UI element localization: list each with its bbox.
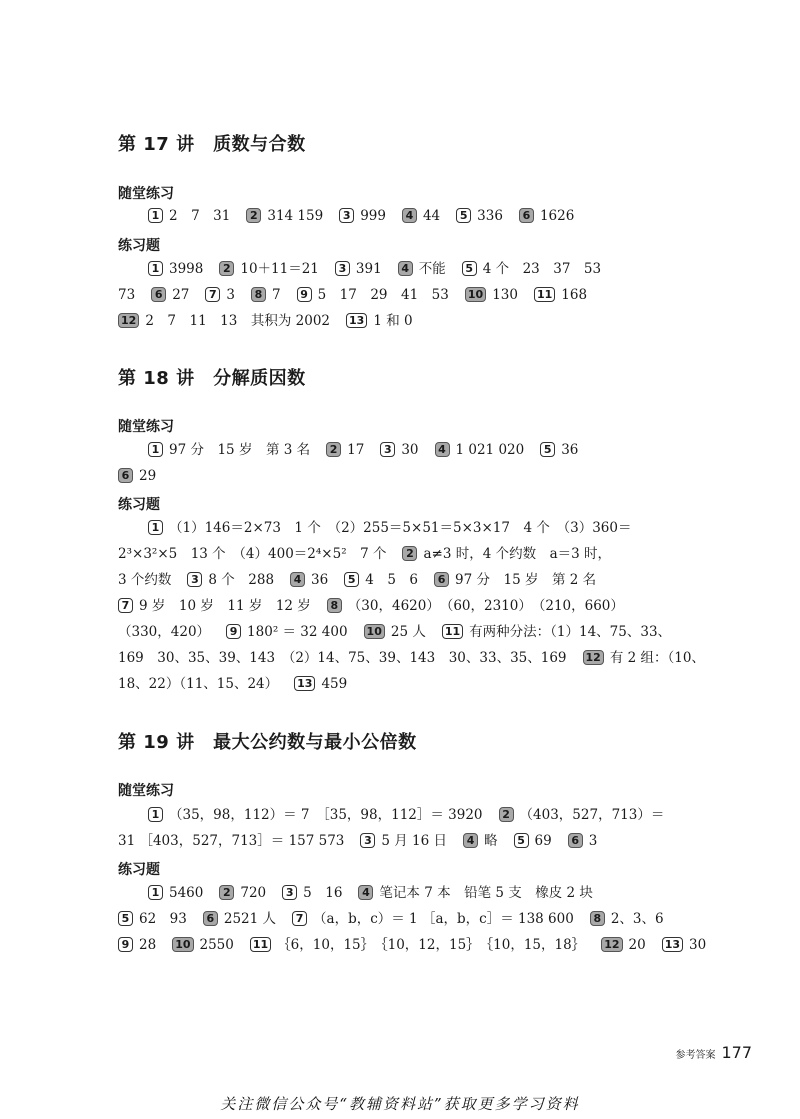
circled-number: 4 <box>435 442 450 457</box>
circled-number: 1 <box>148 520 163 535</box>
answer-text: 1626 <box>539 208 575 224</box>
circled-number: 1 <box>148 807 163 822</box>
circled-number: 5 <box>540 442 555 457</box>
circled-number: 9 <box>297 287 312 302</box>
circled-number: 1 <box>148 885 163 900</box>
circled-number: 13 <box>294 676 315 691</box>
answer-text: 4 5 6 <box>365 572 419 588</box>
circled-number: 4 <box>290 572 305 587</box>
l18-line6 <box>118 648 721 668</box>
circled-number: 11 <box>534 287 555 302</box>
circled-number: 9 <box>118 937 133 952</box>
circled-number: 2 <box>499 807 514 822</box>
answer-text: 1 和 0 <box>373 313 413 329</box>
answer-text: 314 159 <box>267 208 324 224</box>
circled-number: 3 <box>335 261 350 276</box>
l18-row2 <box>118 466 172 486</box>
answer-text: 有两种分法：（1）14、75、33、 <box>469 624 672 640</box>
page-number: 177 <box>721 1043 752 1062</box>
l18-line1-text: （1）146＝2×73 1 个 （2）255＝5×51＝5×3×17 4 个 （3）360＝ <box>169 520 632 536</box>
answer-text: 25 人 <box>390 624 426 640</box>
answer-text: 5460 <box>169 885 204 901</box>
circled-number: 8 <box>327 598 342 613</box>
l19-row2 <box>118 831 613 851</box>
circled-number: 4 <box>358 885 373 900</box>
circled-number: 9 <box>226 624 241 639</box>
l18-line5-text: （330，420） <box>118 624 211 640</box>
answer-text: 30 <box>689 937 707 953</box>
l18-line1 <box>148 518 631 538</box>
answer-text: 笔记本 7 本 铅笔 5 支 橡皮 2 块 <box>379 885 593 901</box>
circled-number: 10 <box>465 287 486 302</box>
circled-number: 7 <box>118 598 133 613</box>
circled-number: 1 <box>148 261 163 276</box>
l17-row3 <box>118 285 603 305</box>
circled-number: 5 <box>456 208 471 223</box>
answer-text: 27 <box>172 287 190 303</box>
answer-text: 62 93 <box>139 911 187 927</box>
circled-number: 12 <box>601 937 622 952</box>
answer-text: 有 2 组：（10、 <box>609 650 705 666</box>
circled-number: 3 <box>282 885 297 900</box>
circled-number: 5 <box>118 911 133 926</box>
circled-number: 2 <box>246 208 261 223</box>
answer-text: 130 <box>492 287 518 303</box>
answer-text: 69 <box>534 833 552 849</box>
answer-text: 168 <box>561 287 588 303</box>
lecture-19-title: 第 19 讲 最大公约数与最小公倍数 <box>118 732 417 753</box>
l18-line4 <box>118 596 640 616</box>
lecture-18-title: 第 18 讲 分解质因数 <box>118 368 306 389</box>
answer-text: 3 <box>588 833 598 849</box>
watermark: 关注微信公众号“教辅资料站”获取更多学习资料 <box>220 1095 580 1113</box>
answer-text: 180² ＝ 32 400 <box>247 624 348 640</box>
circled-number: 6 <box>519 208 534 223</box>
circled-number: 2 <box>402 546 417 561</box>
answer-text: （403，527，713）＝ <box>519 807 665 823</box>
answer-text: 97 分 15 岁 第 3 名 <box>169 442 311 458</box>
circled-number: 2 <box>326 442 341 457</box>
circled-number: 4 <box>398 261 413 276</box>
circled-number: 4 <box>463 833 478 848</box>
l19-exercise-heading: 练习题 <box>118 862 160 878</box>
l19-practice-heading: 随堂练习 <box>118 783 174 799</box>
circled-number: 3 <box>187 572 202 587</box>
answer-text: 2 7 11 13 其积为 2002 <box>145 313 330 329</box>
l18-line7-text: 18、22）（11、15、24） <box>118 676 279 692</box>
circled-number: 3 <box>339 208 354 223</box>
circled-number: 3 <box>360 833 375 848</box>
circled-number: 2 <box>219 261 234 276</box>
circled-number: 2 <box>219 885 234 900</box>
answer-text: 28 <box>139 937 157 953</box>
answer-text: 3998 <box>169 261 204 277</box>
l19-row4 <box>118 909 680 929</box>
answer-text: 5 月 16 日 <box>381 833 448 849</box>
circled-number: 6 <box>434 572 449 587</box>
answer-text: 391 <box>355 261 382 277</box>
answer-text: 97 分 15 岁 第 2 名 <box>455 572 597 588</box>
circled-number: 1 <box>148 208 163 223</box>
l18-line2-answer: a≠3 时，4 个约数 a＝3 时， <box>423 546 612 562</box>
l17-exercise-heading: 练习题 <box>118 238 160 254</box>
answer-text: 36 <box>561 442 579 458</box>
l18-line3 <box>118 570 612 590</box>
circled-number: 13 <box>346 313 367 328</box>
answer-text: 30 <box>401 442 419 458</box>
answer-text: 7 <box>271 287 281 303</box>
l18-line5 <box>118 622 687 642</box>
circled-number: 7 <box>292 911 307 926</box>
answer-text: 44 <box>422 208 441 224</box>
answer-text: 2 7 31 <box>169 208 231 224</box>
answer-text: 9 岁 10 岁 11 岁 12 岁 <box>139 598 311 614</box>
answer-text: 2521 人 <box>223 911 277 927</box>
answer-text: 2550 <box>199 937 234 953</box>
answer-text: 1 021 020 <box>455 442 525 458</box>
answer-text: 720 <box>240 885 267 901</box>
l18-line2-text: 2³×3²×5 13 个 （4）400＝2⁴×5² 7 个 <box>118 546 387 562</box>
l18-exercise-heading: 练习题 <box>118 497 160 513</box>
answer-text: 5 17 29 41 53 <box>317 287 449 303</box>
answer-text: 17 <box>347 442 365 458</box>
circled-number: 4 <box>402 208 417 223</box>
l19-row5 <box>118 935 722 955</box>
answer-text: 459 <box>321 676 348 692</box>
answer-text: 4 个 23 37 53 <box>482 261 602 277</box>
circled-number: 5 <box>514 833 529 848</box>
l17-row2 <box>148 259 617 279</box>
circled-number: 8 <box>251 287 266 302</box>
answer-text: 20 <box>628 937 646 953</box>
circled-number: 8 <box>590 911 605 926</box>
circled-number: 6 <box>151 287 166 302</box>
answer-text: 999 <box>360 208 386 224</box>
answer-text: 2、3、6 <box>610 911 664 927</box>
circled-number: 3 <box>380 442 395 457</box>
circled-number: 11 <box>250 937 271 952</box>
answer-text: 10＋11＝21 <box>240 261 319 277</box>
l17-row4 <box>118 311 429 331</box>
answer-text: 略 <box>484 833 498 849</box>
circled-number: 13 <box>662 937 683 952</box>
l17-practice-heading: 随堂练习 <box>118 186 174 202</box>
l19-row3 <box>148 883 609 903</box>
l18-row1 <box>148 440 594 460</box>
l18-line2 <box>118 544 611 564</box>
circled-number: 10 <box>364 624 385 639</box>
l18-line7 <box>118 674 363 694</box>
circled-number: 12 <box>118 313 139 328</box>
circled-number: 6 <box>203 911 218 926</box>
page-footer <box>675 1043 752 1062</box>
l18-practice-heading: 随堂练习 <box>118 419 174 435</box>
answer-text: （35，98，112）＝ 7 ［35，98，112］＝ 3920 <box>169 807 483 823</box>
l18-line6-text: 169 30、35、39、143 （2）14、75、39、143 30、33、35、169 <box>118 650 567 666</box>
circled-number: 7 <box>205 287 220 302</box>
answer-text: 29 <box>139 468 157 484</box>
answer-text: 3 <box>226 287 235 303</box>
circled-number: 6 <box>118 468 133 483</box>
l17-row3-prefix: 73 <box>118 287 136 303</box>
answer-text: 不能 <box>418 261 446 277</box>
l18-line3-text: 3 个约数 <box>118 572 172 588</box>
circled-number: 11 <box>442 624 463 639</box>
answer-text: 5 16 <box>303 885 343 901</box>
circled-number: 5 <box>344 572 359 587</box>
l19-row2-text: 31 ［403，527，713］＝ 157 573 <box>118 833 345 849</box>
circled-number: 5 <box>462 261 477 276</box>
answer-text: 336 <box>477 208 503 224</box>
l19-row1 <box>148 805 680 825</box>
circled-number: 1 <box>148 442 163 457</box>
circled-number: 6 <box>568 833 583 848</box>
answer-text: 8 个 288 <box>208 572 275 588</box>
circled-number: 10 <box>172 937 193 952</box>
answer-text: 36 <box>311 572 329 588</box>
circled-number: 12 <box>583 650 604 665</box>
footer-label: 参考答案 <box>675 1050 716 1061</box>
lecture-17-title: 第 17 讲 质数与合数 <box>118 134 306 155</box>
answer-text: （30，4620） （60，2310） （210，660） <box>347 598 624 614</box>
l17-row1 <box>148 206 590 226</box>
answer-text: ｛6，10，15｝ ｛10，12，15｝ ｛10，15，18｝ <box>277 937 586 953</box>
answer-text: （a，b，c）＝ 1 ［a，b，c］＝ 138 600 <box>313 911 574 927</box>
